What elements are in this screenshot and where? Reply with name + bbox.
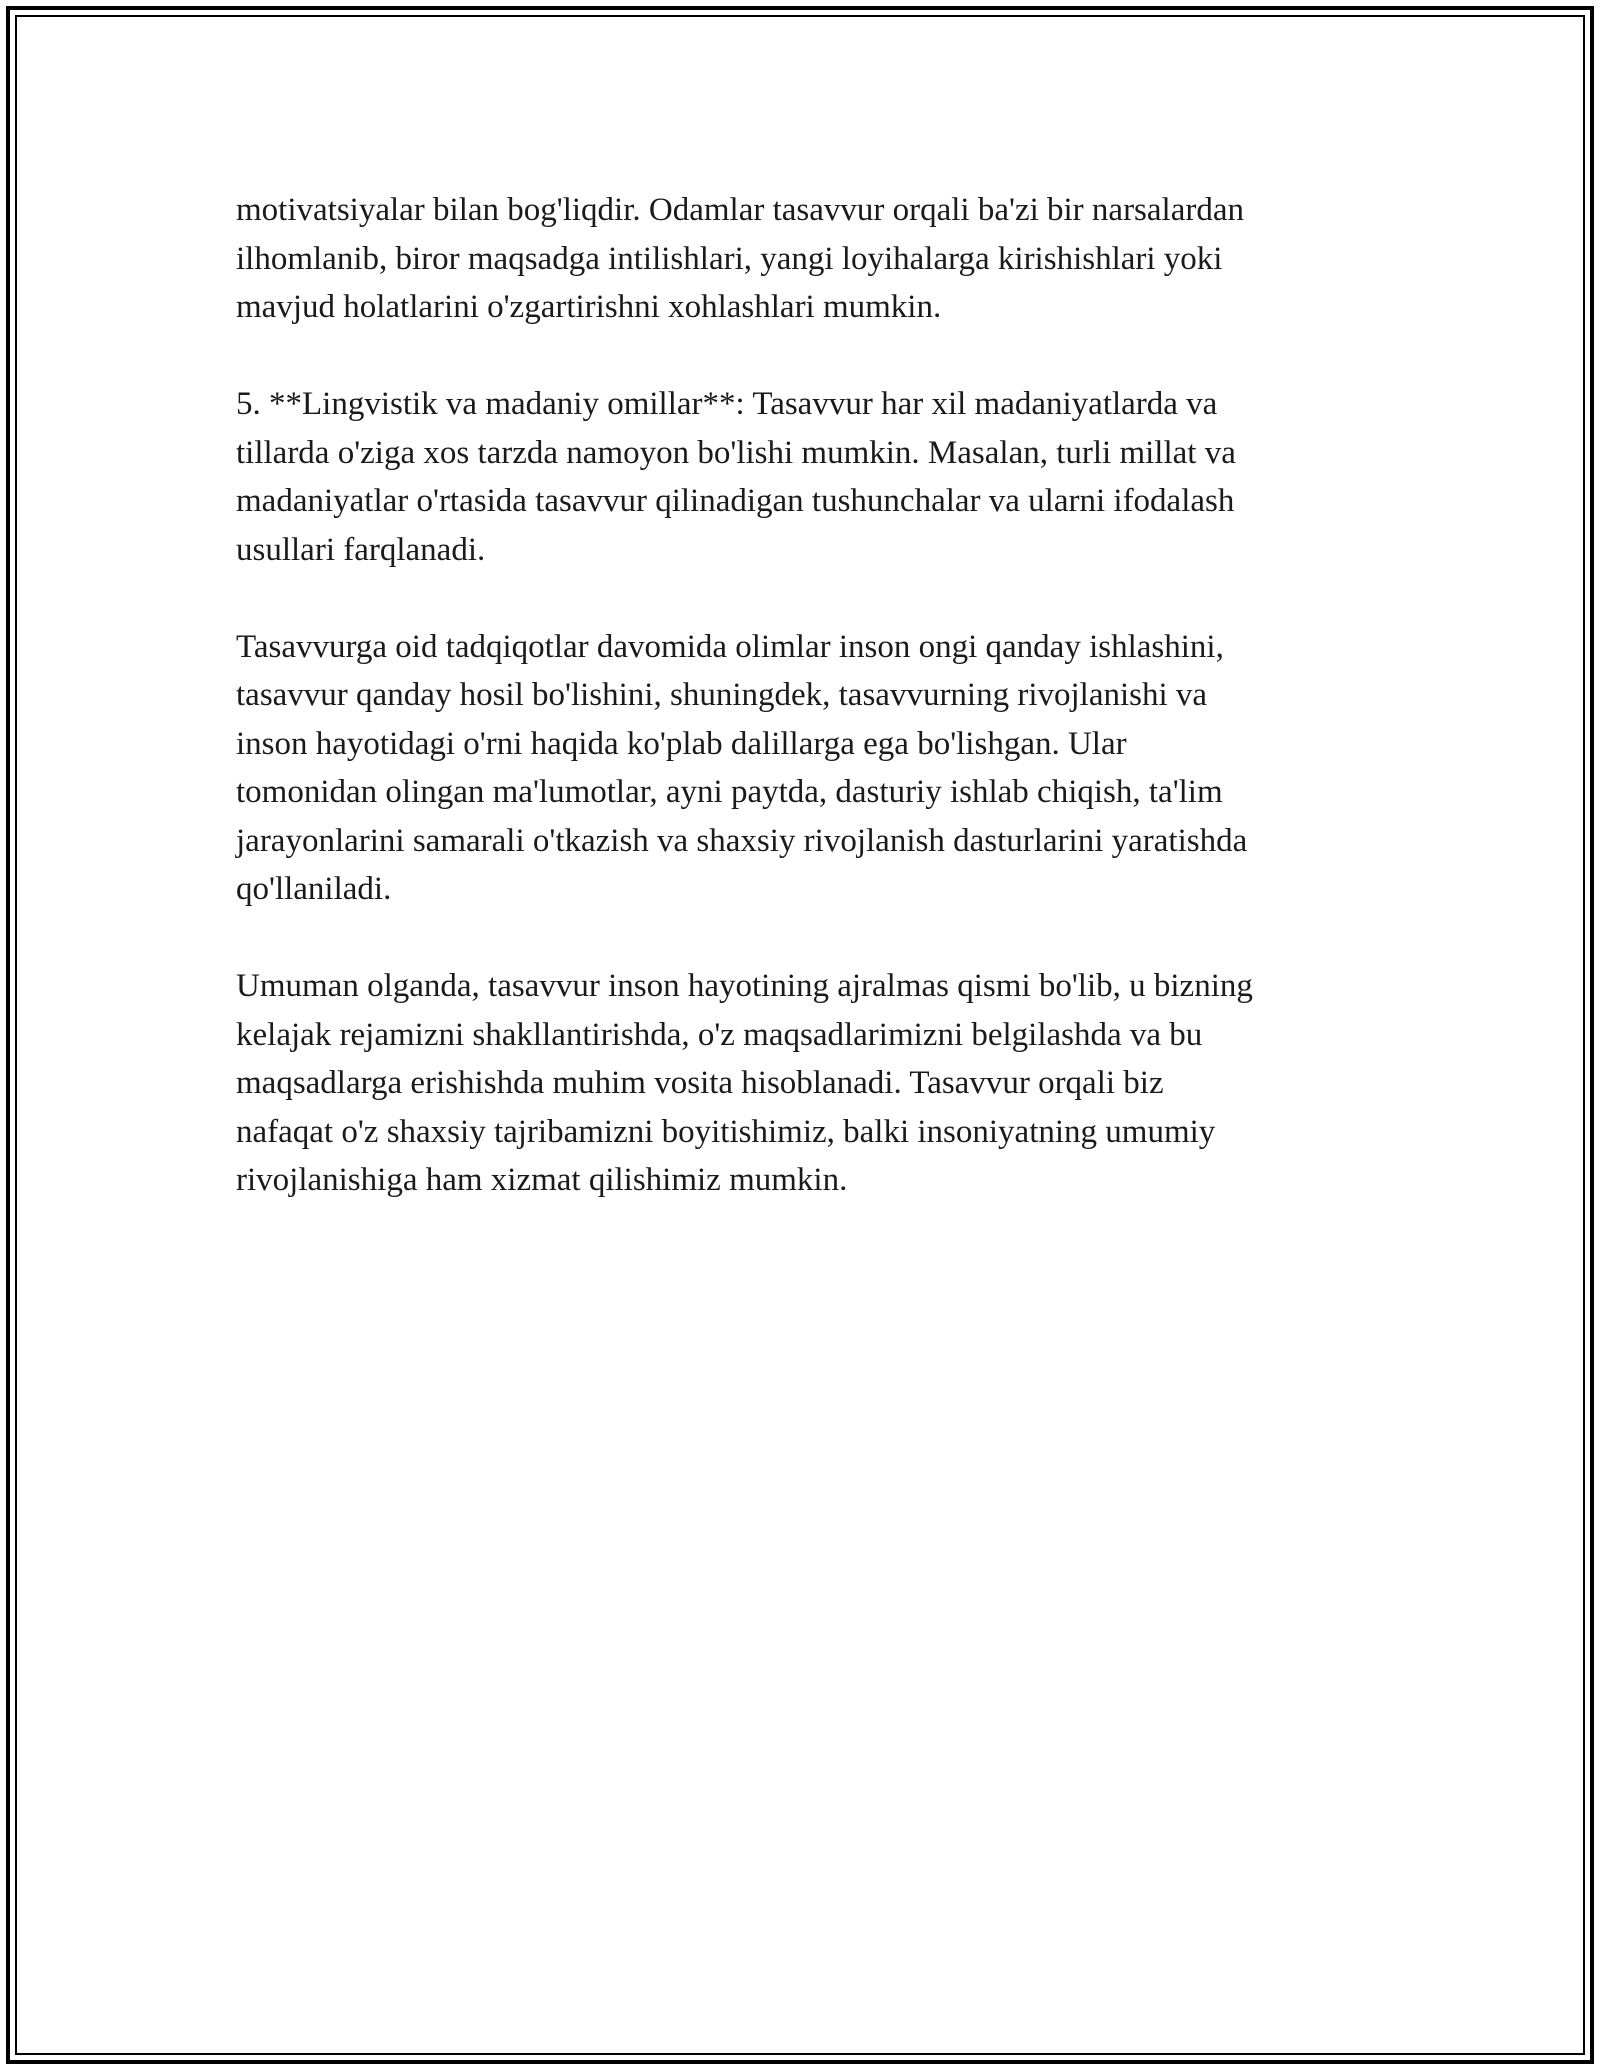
text-line: motivatsiyalar bilan bog'liqdir. Odamlar tasavvur orqali ba'zi bir narsalardan <box>236 192 1244 228</box>
text-line: maqsadlarga erishishda muhim vosita hisoblanadi. Tasavvur orqali biz <box>236 1065 1164 1101</box>
text-line: rivojlanishiga ham xizmat qilishimiz mumkin. <box>236 1162 848 1198</box>
text-line: inson hayotidagi o'rni haqida ko'plab dalillarga ega bo'lishgan. Ular <box>236 725 1127 762</box>
text-line: mavjud holatlarini o'zgartirishni xohlashlari mumkin. <box>236 289 942 325</box>
paragraph-linguistic-factors <box>236 380 1386 574</box>
paragraph-research <box>236 623 1386 914</box>
text-line: tillarda o'ziga xos tarzda namoyon bo'lishi mumkin. Masalan, turli millat va <box>236 434 1236 471</box>
text-line: kelajak rejamizni shakllantirishda, o'z maqsadlarimizni belgilashda va bu <box>236 1016 1203 1053</box>
text-line: madaniyatlar o'rtasida tasavvur qilinadigan tushunchalar va ularni ifodalash <box>236 483 1235 519</box>
text-line: 5. **Lingvistik va madaniy omillar**: Tasavvur har xil madaniyatlarda va <box>236 386 1218 422</box>
text-line: ilhomlanib, biror maqsadga intilishlari, yangi loyihalarga kirishishlari yoki <box>236 240 1223 277</box>
text-line: qo'llaniladi. <box>236 871 392 907</box>
text-line: Umuman olganda, tasavvur inson hayotining ajralmas qismi bo'lib, u bizning <box>236 968 1253 1004</box>
text-line: Tasavvurga oid tadqiqotlar davomida olimlar inson ongi qanday ishlashini, <box>236 628 1224 665</box>
text-line: usullari farqlanadi. <box>236 531 486 568</box>
text-line: tomonidan olingan ma'lumotlar, ayni paytda, dasturiy ishlab chiqish, ta'lim <box>236 774 1223 810</box>
paragraph-motivation <box>236 186 1386 332</box>
text-line: jarayonlarini samarali o'tkazish va shaxsiy rivojlanish dasturlarini yaratishda <box>236 822 1248 859</box>
text-line: nafaqat o'z shaxsiy tajribamizni boyitishimiz, balki insoniyatning umumiy <box>236 1113 1216 1150</box>
document-body <box>236 186 1386 1253</box>
text-line: tasavvur qanday hosil bo'lishini, shuningdek, tasavvurning rivojlanishi va <box>236 677 1208 713</box>
paragraph-conclusion <box>236 962 1386 1205</box>
